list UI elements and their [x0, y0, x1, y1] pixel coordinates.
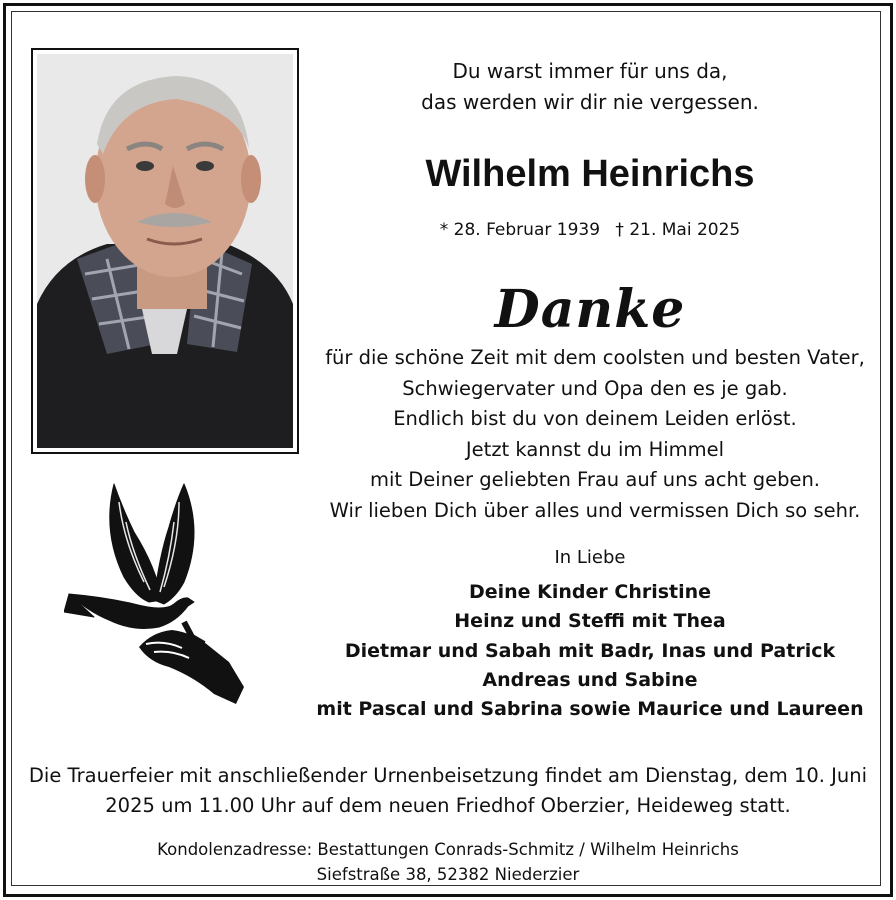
portrait-photo — [31, 48, 299, 454]
family-line: mit Pascal und Sabrina sowie Maurice und Laureen — [316, 698, 864, 721]
ceremony-info — [20, 761, 876, 820]
ceremony-line: 2025 um 11.00 Uhr auf dem neuen Friedhof Oberzier, Heideweg statt. — [105, 793, 791, 817]
family-line: Deine Kinder Christine — [468, 581, 712, 603]
message-line: Endlich bist du von deinem Leiden erlöst. — [393, 407, 797, 431]
family-line: Heinz und Steffi mit Thea — [454, 610, 726, 633]
condolence-address — [60, 837, 836, 887]
message-line: Jetzt kannst du im Himmel — [465, 437, 725, 461]
message-line: Wir lieben Dich über alles und vermissen Dich so sehr. — [329, 498, 861, 522]
quote-line: Du warst immer für uns da, — [452, 59, 728, 83]
message-line: für die schöne Zeit mit dem coolsten und besten Vater, — [325, 346, 865, 369]
headline: Danke — [494, 279, 686, 340]
family-line: Dietmar und Sabah mit Badr, Inas und Patrick — [344, 639, 836, 662]
address-line: Kondolenzadresse: Bestattungen Conrads-Schmitz / Wilhelm Heinrichs — [157, 840, 739, 859]
life-dates — [390, 218, 790, 242]
portrait-illustration — [37, 54, 293, 448]
message-line: mit Deiner geliebten Frau auf uns acht geben. — [370, 468, 820, 492]
dove-hand-icon — [64, 472, 260, 734]
death-date: † 21. Mai 2025 — [615, 220, 741, 240]
birth-date: * 28. Februar 1939 — [439, 220, 601, 240]
message-line: Schwiegervater und Opa den es je gab. — [402, 376, 788, 400]
deceased-name: Wilhelm Heinrichs — [425, 153, 755, 195]
address-line: Siefstraße 38, 52382 Niederzier — [316, 865, 580, 884]
in-love-label: In Liebe — [554, 547, 626, 568]
family-line: Andreas und Sabine — [482, 668, 698, 691]
quote-line: das werden wir dir nie vergessen. — [421, 90, 759, 114]
quote — [390, 56, 790, 118]
ceremony-line: Die Trauerfeier mit anschließender Urnenbeisetzung findet am Dienstag, dem 10. Juni — [28, 764, 868, 787]
message — [300, 343, 890, 527]
family-list — [300, 578, 880, 724]
